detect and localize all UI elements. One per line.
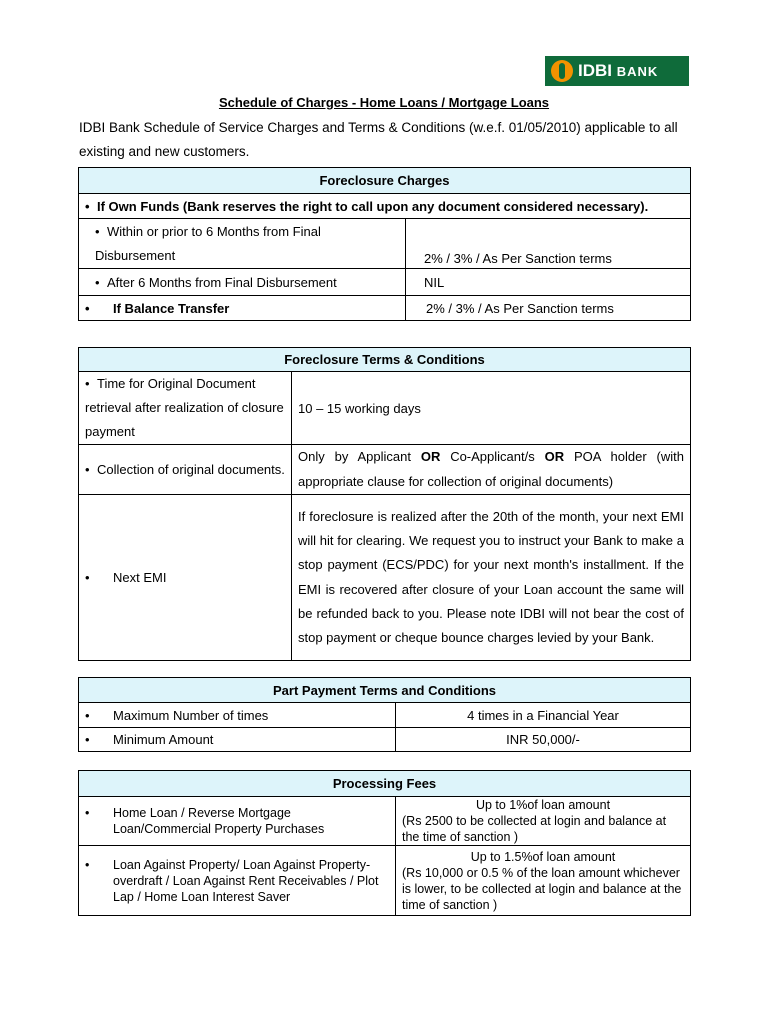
term-label: • Next EMI xyxy=(79,495,292,661)
term-label: • Time for Original Document retrieval after realization of closure payment xyxy=(79,372,292,445)
idbi-logo-icon xyxy=(551,60,573,82)
charge-value: 2% / 3% / As Per Sanction terms xyxy=(406,296,691,321)
table-header: Processing Fees xyxy=(79,771,691,797)
fee-label: • Home Loan / Reverse Mortgage Loan/Commercial Property Purchases xyxy=(79,797,396,846)
part-payment-value: 4 times in a Financial Year xyxy=(396,703,691,728)
charge-value: NIL xyxy=(406,269,691,296)
part-payment-table xyxy=(78,677,691,752)
foreclosure-terms-table xyxy=(78,347,691,661)
term-value: If foreclosure is realized after the 20th of the month, your next EMI will hit for clearing. We request you to instruct your Bank to make a stop payment (ECS/PDC) for your next month's installment. If the EMI is recovered after closure of your Loan account the same will be refunded back to you. Please note IDBI will not bear the cost of stop payment or cheque bounce charges levied by your Bank. xyxy=(292,495,691,661)
fee-label: • Loan Against Property/ Loan Against Property-overdraft / Loan Against Rent Receivables / Plot Lap / Home Loan Interest Saver xyxy=(79,846,396,916)
charge-value: 2% / 3% / As Per Sanction terms xyxy=(406,219,691,269)
part-payment-value: INR 50,000/- xyxy=(396,728,691,752)
own-funds-row: • If Own Funds (Bank reserves the right to call upon any document considered necessary). xyxy=(79,194,691,219)
page-title: Schedule of Charges - Home Loans / Mortgage Loans xyxy=(218,95,550,110)
fee-value: Up to 1.5%of loan amount (Rs 10,000 or 0.5 % of the loan amount whichever is lower, to be collected at login and balance at the time of sanction ) xyxy=(396,846,691,916)
term-label: • Collection of original documents. xyxy=(79,445,292,495)
term-value: 10 – 15 working days xyxy=(292,372,691,445)
charge-label: • After 6 Months from Final Disbursement xyxy=(79,269,406,296)
term-value: Only by Applicant OR Co-Applicant/s OR POA holder (with appropriate clause for collection of original documents) xyxy=(292,445,691,495)
table-header: Foreclosure Charges xyxy=(79,168,691,194)
intro-paragraph: IDBI Bank Schedule of Service Charges and Terms & Conditions (w.e.f. 01/05/2010) applicable to all existing and new customers. xyxy=(79,120,678,159)
logo-text: IDBI BANK xyxy=(578,61,659,80)
fee-value: Up to 1%of loan amount (Rs 2500 to be collected at login and balance at the time of sanction ) xyxy=(396,797,691,846)
foreclosure-charges-table xyxy=(78,167,691,321)
part-payment-label: • Minimum Amount xyxy=(79,728,396,752)
processing-fees-table xyxy=(78,770,691,916)
part-payment-label: • Maximum Number of times xyxy=(79,703,396,728)
charge-label: • Within or prior to 6 Months from Final Disbursement xyxy=(79,219,406,269)
table-header: Foreclosure Terms & Conditions xyxy=(79,348,691,372)
table-header: Part Payment Terms and Conditions xyxy=(79,678,691,703)
charge-label: • If Balance Transfer xyxy=(79,296,406,321)
idbi-bank-logo xyxy=(545,56,689,86)
